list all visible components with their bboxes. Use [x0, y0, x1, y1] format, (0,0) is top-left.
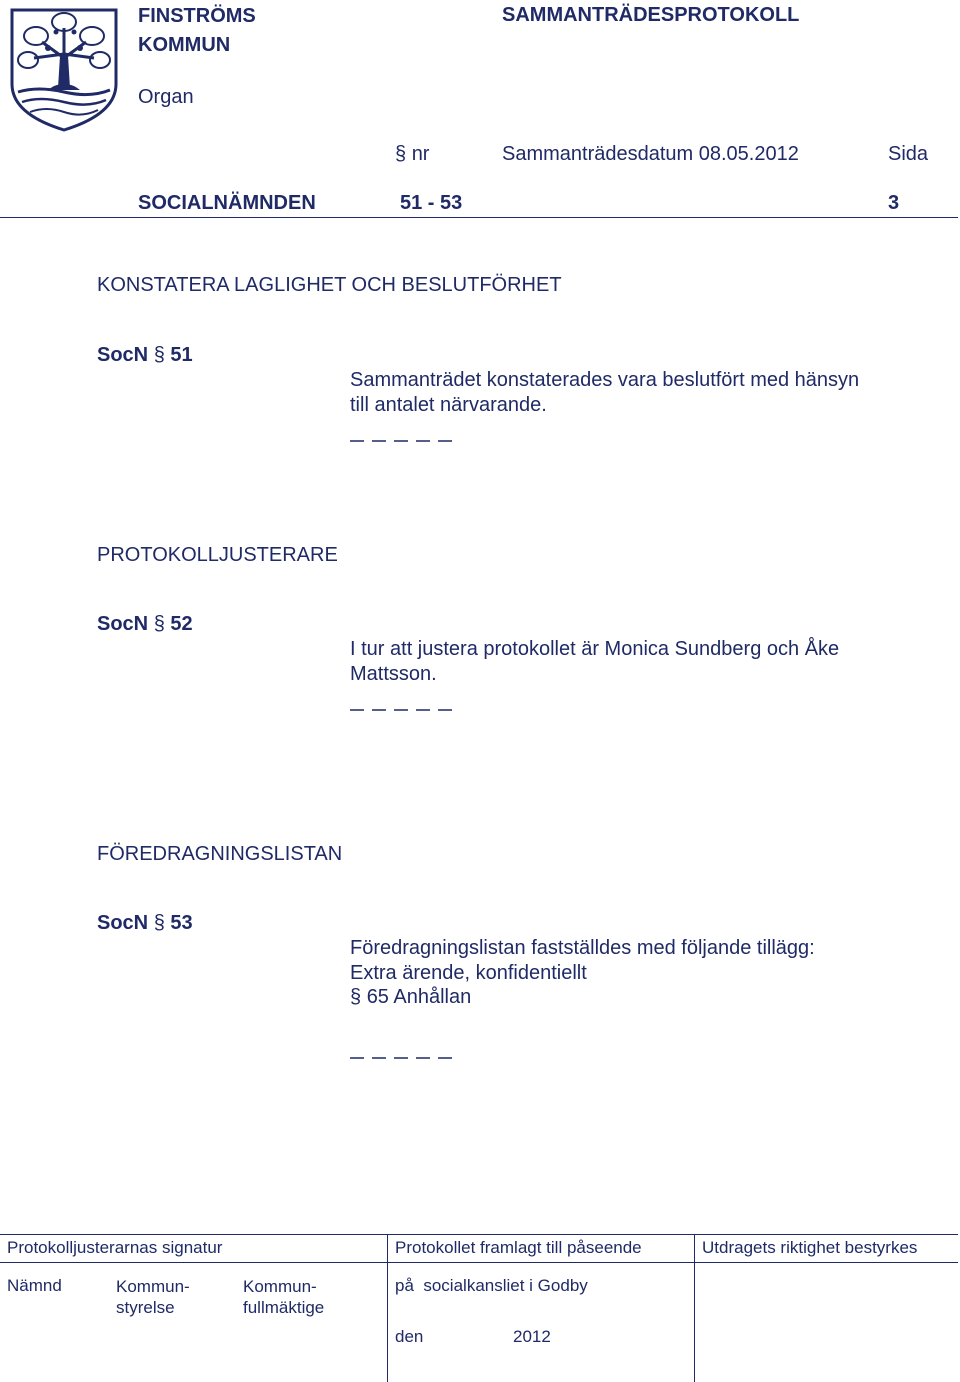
- body-line: till antalet närvarande.: [350, 394, 547, 416]
- section-sign-icon: §: [153, 613, 165, 635]
- municipality-name-line2: KOMMUN: [138, 34, 231, 56]
- footer-divider-2: [694, 1234, 695, 1382]
- footer-col2-title: Protokollet framlagt till påseende: [395, 1238, 642, 1257]
- nr-value: 51 - 53: [400, 192, 463, 214]
- ks-line: Kommun-: [116, 1277, 190, 1296]
- kf-line: fullmäktige: [243, 1298, 325, 1317]
- footer-kommunstyrelse: [116, 1276, 190, 1318]
- header-divider: [0, 217, 958, 218]
- separator-dashes: [350, 440, 454, 442]
- footer-col1-title: Protokolljusterarnas signatur: [7, 1238, 223, 1257]
- nr-label: § nr: [395, 143, 430, 165]
- section-heading: FÖREDRAGNINGSLISTAN: [97, 843, 343, 865]
- section-ref: [97, 613, 193, 636]
- section-sign-icon: §: [153, 912, 165, 934]
- section-heading: PROTOKOLLJUSTERARE: [97, 544, 338, 566]
- page-label: Sida: [888, 143, 929, 165]
- section-sign-icon: §: [153, 344, 165, 366]
- list-item-text: 65 Anhållan: [366, 986, 472, 1008]
- footer-col3-title: Utdragets riktighet bestyrkes: [702, 1238, 918, 1257]
- footer-top-border: [0, 1234, 958, 1235]
- footer-kommunfullmaktige: [243, 1276, 324, 1318]
- footer-header-border: [0, 1262, 958, 1263]
- kf-line: Kommun-: [243, 1277, 317, 1296]
- municipality-name-line1: FINSTRÖMS: [138, 5, 256, 27]
- separator-dashes: [350, 1057, 454, 1059]
- section-sign-icon: §: [350, 986, 362, 1008]
- page-value: 3: [888, 192, 900, 214]
- meeting-date: Sammanträdesdatum 08.05.2012: [502, 143, 799, 165]
- ks-line: styrelse: [116, 1298, 175, 1317]
- document-type: SAMMANTRÄDESPROTOKOLL: [502, 4, 800, 26]
- organ-label: Organ: [138, 86, 194, 108]
- ref-prefix: SocN: [97, 912, 149, 934]
- footer-place: på socialkansliet i Godby: [395, 1276, 588, 1295]
- footer-year: 2012: [513, 1327, 551, 1346]
- body-line: Extra ärende, konfidentiellt: [350, 962, 587, 984]
- footer-namnd: Nämnd: [7, 1276, 62, 1295]
- ref-number: 52: [170, 613, 193, 635]
- section-body: [350, 637, 839, 687]
- ref-prefix: SocN: [97, 344, 149, 366]
- section-ref: [97, 344, 193, 367]
- section-body: [350, 368, 859, 418]
- footer-divider-1: [387, 1234, 388, 1382]
- section-sign-icon: §: [395, 143, 412, 165]
- body-line: Sammanträdet konstaterades vara beslutfört med hänsyn: [350, 369, 860, 391]
- ref-number: 53: [170, 912, 193, 934]
- section-heading: KONSTATERA LAGLIGHET OCH BESLUTFÖRHET: [97, 274, 562, 296]
- section-ref: [97, 912, 193, 935]
- organ-value: SOCIALNÄMNDEN: [138, 192, 316, 214]
- municipality-coat-of-arms: [8, 6, 120, 134]
- body-line: Mattsson.: [350, 663, 437, 685]
- ref-number: 51: [170, 344, 193, 366]
- body-line: Föredragningslistan fastställdes med följande tillägg:: [350, 937, 815, 959]
- body-line: I tur att justera protokollet är Monica Sundberg och Åke: [350, 638, 840, 660]
- ref-prefix: SocN: [97, 613, 149, 635]
- section-body: [350, 936, 815, 986]
- footer-den-label: den: [395, 1327, 424, 1346]
- list-item: [350, 986, 471, 1009]
- separator-dashes: [350, 709, 454, 711]
